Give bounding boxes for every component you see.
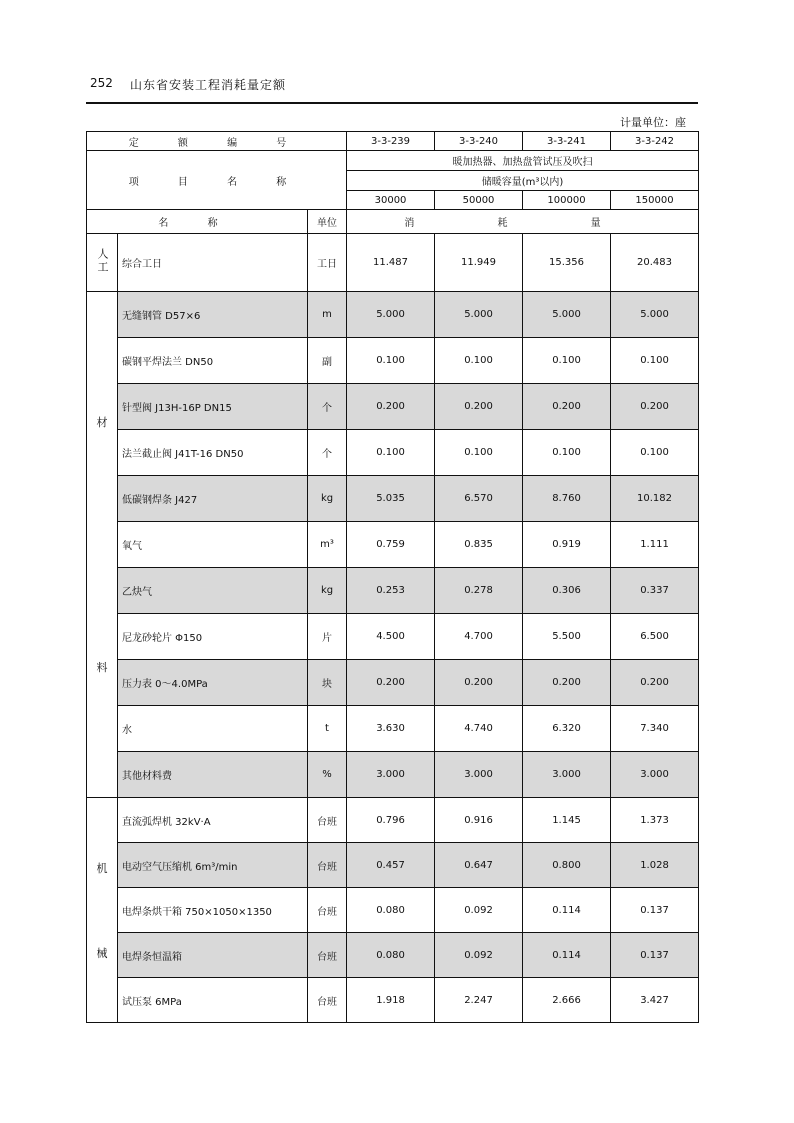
category-label: 料 bbox=[96, 661, 108, 674]
consumption-value: 0.100 bbox=[611, 430, 699, 476]
capacity-value: 100000 bbox=[523, 191, 611, 210]
consumption-value: 0.200 bbox=[435, 384, 523, 430]
resource-unit: m³ bbox=[308, 522, 347, 568]
consumption-value: 0.080 bbox=[347, 933, 435, 978]
quota-table bbox=[86, 131, 699, 1023]
consumption-value: 0.114 bbox=[523, 933, 611, 978]
consumption-value: 1.145 bbox=[523, 798, 611, 843]
consumption-value: 5.000 bbox=[347, 292, 435, 338]
resource-unit: 台班 bbox=[308, 933, 347, 978]
consumption-value: 0.100 bbox=[435, 338, 523, 384]
category-label: 材 bbox=[96, 416, 108, 429]
consumption-value: 0.200 bbox=[347, 384, 435, 430]
resource-name: 低碳钢焊条 J427 bbox=[118, 476, 308, 522]
resource-name: 氧气 bbox=[118, 522, 308, 568]
consumption-value: 11.949 bbox=[435, 234, 523, 292]
column-unit-header: 单位 bbox=[308, 210, 347, 234]
consumption-value: 15.356 bbox=[523, 234, 611, 292]
resource-name: 电焊条恒温箱 bbox=[118, 933, 308, 978]
column-consumption-header: 消 耗 量 bbox=[347, 210, 699, 234]
consumption-value: 4.740 bbox=[435, 706, 523, 752]
consumption-value: 2.666 bbox=[523, 978, 611, 1023]
resource-unit: 片 bbox=[308, 614, 347, 660]
consumption-value: 5.035 bbox=[347, 476, 435, 522]
page-title: 山东省安装工程消耗量定额 bbox=[130, 78, 287, 92]
resource-name: 直流弧焊机 32kV·A bbox=[118, 798, 308, 843]
resource-unit: 台班 bbox=[308, 888, 347, 933]
consumption-value: 0.092 bbox=[435, 933, 523, 978]
table-row bbox=[87, 706, 699, 752]
resource-name: 电动空气压缩机 6m³/min bbox=[118, 843, 308, 888]
resource-unit: t bbox=[308, 706, 347, 752]
resource-unit: 块 bbox=[308, 660, 347, 706]
resource-unit: 个 bbox=[308, 430, 347, 476]
consumption-value: 11.487 bbox=[347, 234, 435, 292]
resource-name: 水 bbox=[118, 706, 308, 752]
consumption-value: 0.457 bbox=[347, 843, 435, 888]
consumption-value: 1.111 bbox=[611, 522, 699, 568]
resource-unit: kg bbox=[308, 476, 347, 522]
consumption-value: 0.647 bbox=[435, 843, 523, 888]
resource-name: 压力表 0～4.0MPa bbox=[118, 660, 308, 706]
consumption-value: 1.918 bbox=[347, 978, 435, 1023]
consumption-value: 0.200 bbox=[435, 660, 523, 706]
consumption-value: 0.835 bbox=[435, 522, 523, 568]
table-row bbox=[87, 798, 699, 843]
table-row bbox=[87, 752, 699, 798]
resource-name: 法兰截止阀 J41T-16 DN50 bbox=[118, 430, 308, 476]
consumption-value: 0.100 bbox=[611, 338, 699, 384]
resource-name: 针型阀 J13H-16P DN15 bbox=[118, 384, 308, 430]
consumption-value: 5.000 bbox=[611, 292, 699, 338]
resource-unit: 台班 bbox=[308, 798, 347, 843]
consumption-value: 0.100 bbox=[347, 338, 435, 384]
consumption-value: 0.200 bbox=[523, 660, 611, 706]
consumption-value: 3.000 bbox=[347, 752, 435, 798]
resource-unit: 工日 bbox=[308, 234, 347, 292]
consumption-value: 0.337 bbox=[611, 568, 699, 614]
resource-name: 综合工日 bbox=[118, 234, 308, 292]
category-label: 机 bbox=[96, 861, 108, 875]
consumption-value: 0.759 bbox=[347, 522, 435, 568]
table-row bbox=[87, 614, 699, 660]
page-number: 252 bbox=[90, 76, 113, 90]
consumption-value: 10.182 bbox=[611, 476, 699, 522]
consumption-value: 3.000 bbox=[435, 752, 523, 798]
resource-name: 无缝钢管 D57×6 bbox=[118, 292, 308, 338]
quota-code: 3-3-239 bbox=[347, 132, 435, 151]
consumption-value: 0.919 bbox=[523, 522, 611, 568]
consumption-value: 7.340 bbox=[611, 706, 699, 752]
consumption-value: 3.000 bbox=[611, 752, 699, 798]
consumption-value: 0.080 bbox=[347, 888, 435, 933]
table-row bbox=[87, 292, 699, 338]
consumption-value: 5.000 bbox=[523, 292, 611, 338]
table-row bbox=[87, 430, 699, 476]
page-header bbox=[86, 72, 698, 104]
category-label: 人工 bbox=[96, 248, 109, 274]
resource-unit: 副 bbox=[308, 338, 347, 384]
consumption-value: 6.320 bbox=[523, 706, 611, 752]
table-row bbox=[87, 476, 699, 522]
consumption-value: 3.427 bbox=[611, 978, 699, 1023]
consumption-value: 0.306 bbox=[523, 568, 611, 614]
consumption-value: 0.100 bbox=[435, 430, 523, 476]
quota-code: 3-3-241 bbox=[523, 132, 611, 151]
consumption-value: 0.200 bbox=[611, 384, 699, 430]
consumption-value: 0.278 bbox=[435, 568, 523, 614]
consumption-value: 5.500 bbox=[523, 614, 611, 660]
category-cell bbox=[87, 292, 118, 798]
consumption-value: 0.137 bbox=[611, 888, 699, 933]
consumption-value: 3.630 bbox=[347, 706, 435, 752]
item-title: 暖加热器、加热盘管试压及吹扫 bbox=[347, 151, 699, 171]
consumption-value: 0.100 bbox=[523, 338, 611, 384]
consumption-value: 0.100 bbox=[523, 430, 611, 476]
table-row bbox=[87, 978, 699, 1023]
consumption-value: 0.796 bbox=[347, 798, 435, 843]
consumption-value: 0.100 bbox=[347, 430, 435, 476]
consumption-value: 2.247 bbox=[435, 978, 523, 1023]
item-name-label: 项 目 名 称 bbox=[87, 151, 347, 210]
category-cell bbox=[87, 234, 118, 292]
measurement-unit: 计量单位：座 bbox=[620, 116, 686, 129]
resource-unit: 台班 bbox=[308, 843, 347, 888]
table-row bbox=[87, 888, 699, 933]
resource-name: 尼龙砂轮片 Φ150 bbox=[118, 614, 308, 660]
consumption-value: 0.200 bbox=[523, 384, 611, 430]
resource-unit: m bbox=[308, 292, 347, 338]
resource-name: 电焊条烘干箱 750×1050×1350 bbox=[118, 888, 308, 933]
quota-code-label: 定 额 编 号 bbox=[87, 132, 347, 151]
resource-name: 碳钢平焊法兰 DN50 bbox=[118, 338, 308, 384]
consumption-value: 20.483 bbox=[611, 234, 699, 292]
table-row bbox=[87, 843, 699, 888]
consumption-value: 0.800 bbox=[523, 843, 611, 888]
consumption-value: 1.373 bbox=[611, 798, 699, 843]
quota-code: 3-3-242 bbox=[611, 132, 699, 151]
capacity-value: 30000 bbox=[347, 191, 435, 210]
resource-unit: 个 bbox=[308, 384, 347, 430]
consumption-value: 0.137 bbox=[611, 933, 699, 978]
capacity-value: 50000 bbox=[435, 191, 523, 210]
consumption-value: 3.000 bbox=[523, 752, 611, 798]
resource-unit: kg bbox=[308, 568, 347, 614]
table-row bbox=[87, 660, 699, 706]
consumption-value: 5.000 bbox=[435, 292, 523, 338]
table-row bbox=[87, 522, 699, 568]
consumption-value: 0.200 bbox=[347, 660, 435, 706]
table-row bbox=[87, 568, 699, 614]
consumption-value: 0.253 bbox=[347, 568, 435, 614]
consumption-value: 1.028 bbox=[611, 843, 699, 888]
resource-unit: 台班 bbox=[308, 978, 347, 1023]
consumption-value: 0.916 bbox=[435, 798, 523, 843]
capacity-value: 150000 bbox=[611, 191, 699, 210]
resource-name: 试压泵 6MPa bbox=[118, 978, 308, 1023]
consumption-value: 0.200 bbox=[611, 660, 699, 706]
category-cell bbox=[87, 798, 118, 1023]
consumption-value: 6.570 bbox=[435, 476, 523, 522]
resource-name: 其他材料费 bbox=[118, 752, 308, 798]
consumption-value: 8.760 bbox=[523, 476, 611, 522]
resource-unit: % bbox=[308, 752, 347, 798]
table-row bbox=[87, 933, 699, 978]
consumption-value: 4.500 bbox=[347, 614, 435, 660]
consumption-value: 0.092 bbox=[435, 888, 523, 933]
column-name-header: 名 称 bbox=[87, 210, 308, 234]
table-row bbox=[87, 338, 699, 384]
resource-name: 乙炔气 bbox=[118, 568, 308, 614]
capacity-label: 储暖容量(m³以内) bbox=[347, 171, 699, 191]
consumption-value: 6.500 bbox=[611, 614, 699, 660]
table-row bbox=[87, 234, 699, 292]
consumption-value: 4.700 bbox=[435, 614, 523, 660]
quota-code: 3-3-240 bbox=[435, 132, 523, 151]
consumption-value: 0.114 bbox=[523, 888, 611, 933]
table-row bbox=[87, 384, 699, 430]
category-label: 械 bbox=[96, 946, 108, 960]
